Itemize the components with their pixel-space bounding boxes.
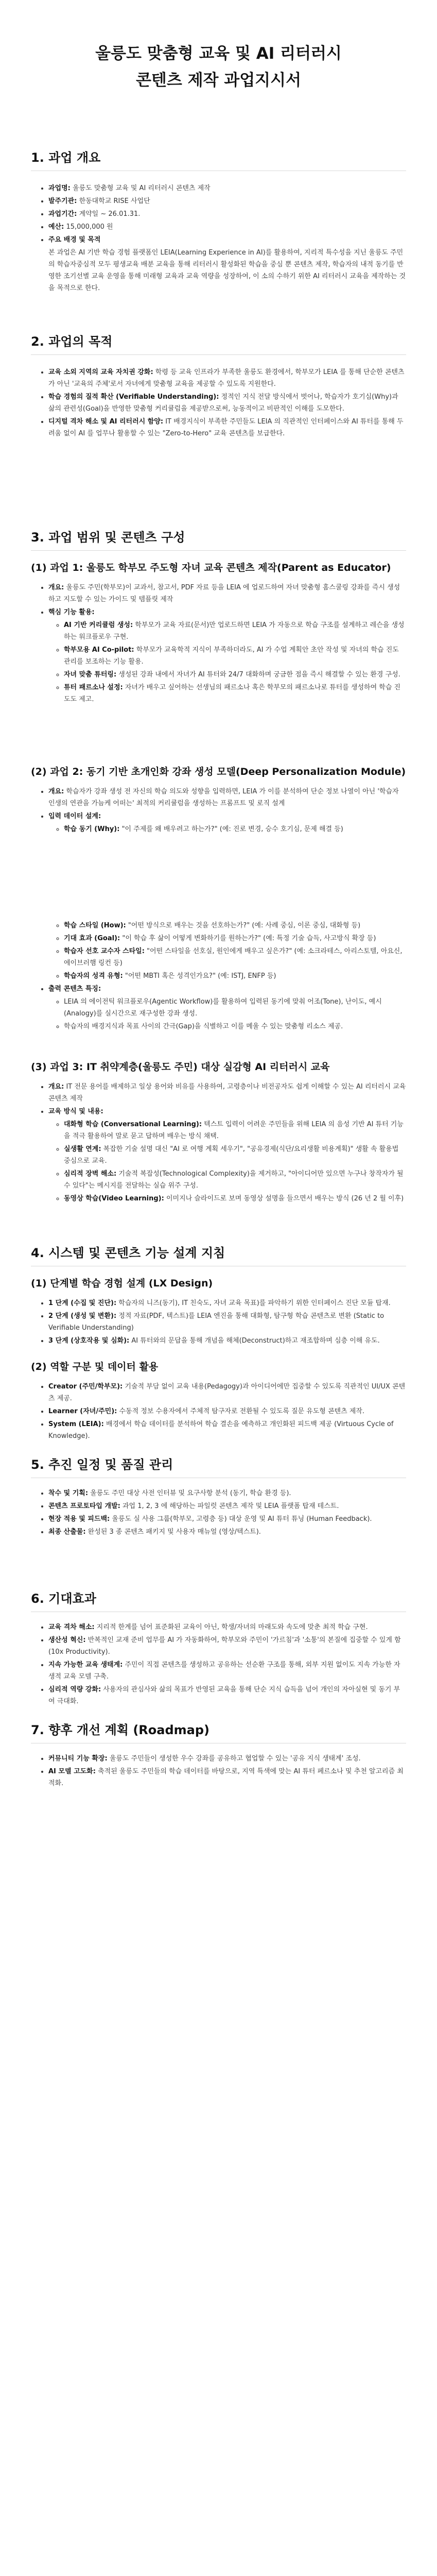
list-item: • 주요 배경 및 목적: [48, 234, 406, 246]
list-item: • 3 단계 (상호작용 및 심화): AI 튜터와의 문답을 통해 개념을 해체(Deconstruct)하고 재조합하며 심층 이해 유도.: [48, 1335, 406, 1347]
list-item: • System (LEIA): 배경에서 학습 데이터를 분석하여 학습 결손을 예측하고 개인화된 피드백 제공 (Virtuous Cycle of Knowledge).: [48, 1418, 406, 1442]
purpose-list: [31, 366, 406, 439]
list-item: ◦ 학습 스타일 (How): "어떤 방식으로 배우는 것을 선호하는가?" (예: 사례 중심, 이론 중심, 대화형 등): [64, 920, 406, 931]
list-item: • 핵심 기능 활용: ◦ AI 기반 커리큘럼 생성: 학부모가 교육 자료(문서)만 업로드하면 LEIA 가 자동으로 학습 구조를 설계하고 레슨을 생성하는 워크플로우 구현. ◦ 학부모용 AI Co-pilot: 학부모가 교육학적 지식이 부족하더라도, AI 가 수업 계획안 초안 작성 및 자녀의 학습 진도 관리를 보조하는 기능 활용. ◦ 자녀 맞춤 튜터링: 생성된 강좌 내에서 자녀가 AI 튜터와 24/7 대화하며 궁금한 점을 즉시 해결할 수 있는 환경 구성. ◦ 튜터 패르소나 설정: 자녀가 배우고 싶어하는 선생님의 패르소나 혹은 학부모의 패르소나로 튜터를 생성하여 학습 진도도 제고.: [48, 606, 406, 705]
background-paragraph: 본 과업은 AI 기반 학습 경험 플랫폼인 LEIA(Learning Experience in AI)를 활용하여, 지리적 특수성을 지닌 울릉도 주민의 학습자중심적 모두 평생교육 배분 교육을 통해 리터러시 활성화된 학습을 중심 뿐 콘텐츠 제작, 학습자의 내적 동기를 반영한 조기선별 교육 운영을 통해 미래형 교육과 교육 역량을 성장하여, 이 소의 수하기 위한 AI 리터러시 교육을 제작하는 것을 목적으로 한다.: [48, 249, 406, 292]
section-heading: 1. 과업 개요: [31, 147, 406, 171]
list-item: • 최종 산출물: 완성된 3 종 콘텐츠 패키지 및 사용자 매뉴얼 (영상/텍스트).: [48, 1526, 406, 1538]
list-item: • 학습 경험의 질적 확산 (Verifiable Understanding): 정적인 지식 전달 방식에서 벗어나, 학습자가 호기심(Why)과 삶의 관련성(Goal)을 반영한 맞춤형 커리큘럼을 제공받으로써, 능동적이고 비판적인 이해를 도모한다.: [48, 391, 406, 415]
list-item: • Learner (자녀/주민): 수동적 정보 수용자에서 주체적 탐구자로 전환될 수 있도록 질문 유도형 콘텐츠 제작.: [48, 1405, 406, 1417]
subsection-heading: (2) 역할 구분 및 데이터 활용: [31, 1361, 159, 1372]
list-item: • 교육 격차 해소: 지리적 한계를 넘어 표준화된 교육이 아닌, 학생/자녀의 마래도와 속도에 맞춘 최적 학습 구현.: [48, 1621, 406, 1633]
section-heading: 2. 과업의 목적: [31, 331, 406, 355]
section-scope: [31, 527, 406, 1205]
list-item: • 착수 및 기획: 울릉도 주민 대상 사전 인터뷰 및 요구사항 분석 (동기, 학습 환경 등).: [48, 1487, 406, 1499]
section-heading: 6. 기대효과: [31, 1588, 406, 1612]
subsection-heading: (2) 과업 2: 동기 기반 초개인화 강좌 생성 모델(Deep Personalization Module): [31, 766, 406, 777]
list-item: • 커뮤니티 기능 확장: 울릉도 주민들이 생성한 우수 강좌를 공유하고 협업할 수 있는 '공유 지식 생태계' 조성.: [48, 1753, 406, 1765]
section-overview: [31, 147, 406, 294]
roles-list: [31, 1381, 406, 1442]
task1-list: [31, 582, 406, 705]
list-item: ◦ 학습 동기 (Why): "이 주제를 왜 배우려고 하는가?" (예: 진로 변경, 승수 호기심, 문제 해결 등): [64, 823, 406, 835]
task2-sublist-b: [48, 920, 406, 982]
subsection-heading: (1) 단계별 학습 경험 설계 (LX Design): [31, 1278, 213, 1289]
task1-sublist: [48, 619, 406, 705]
list-item: • 교육 방식 및 내용: ◦ 대화형 학습 (Conversational Learning): 텍스트 입력이 어려운 주민들을 위해 LEIA 의 음성 기반 AI 튜터 기능을 적극 활용하여 말로 묻고 답하며 배우는 방식 채택. ◦ 실생활 연계: 복잡한 기술 설명 대신 "AI 로 여행 계획 세우기", "공유경제(식단/요리생활 비용계획)" 생활 속 활용법 중심으로 교육. ◦ 심리적 장벽 해소: 기술적 복잡성(Technological Complexity)을 제거하고, "아이디어만 있으면 누구나 창작자가 될 수 있다"는 메시지를 전달하는 실습 위주 구성. ◦ 동영상 학습(Video Learning): 이미지나 슬라이드로 보며 동영상 설명을 들으면서 배우는 방식 (26 년 2 월 이후): [48, 1106, 406, 1205]
list-item: • 생산성 혁신: 반복적인 교재 준비 업무를 AI 가 자동화하여, 학부모와 주민이 '가르침'과 '소통'의 본질에 집중할 수 있게 함 (10x Productivity).: [48, 1634, 406, 1658]
list-item: • Creator (주민/학부모): 기술적 부담 없이 교육 내용(Pedagogy)과 아이디어에만 집중할 수 있도록 직관적인 UI/UX 콘텐츠 제공.: [48, 1381, 406, 1404]
list-item: ◦ 학부모용 AI Co-pilot: 학부모가 교육학적 지식이 부족하더라도, AI 가 수업 계획안 초안 작성 및 자녀의 학습 진도 관리를 보조하는 기능 활용.: [64, 644, 406, 668]
list-item: ◦ 튜터 패르소나 설정: 자녀가 배우고 싶어하는 선생님의 패르소나 혹은 학부모의 패르소나로 튜터를 생성하여 학습 진도도 제고.: [64, 682, 406, 705]
subsection-heading: (3) 과업 3: IT 취약계층(울릉도 주민) 대상 실감형 AI 리터러시 교육: [31, 1061, 330, 1073]
list-item: • 심리적 역량 강화: 사용자의 관심사와 삶의 목표가 반영된 교육을 통해 단순 지식 습득을 넘어 개인의 자아실현 및 동기 부여 극대화.: [48, 1684, 406, 1707]
task2-sublist-c: [48, 996, 406, 1032]
list-item: [48, 920, 406, 982]
roadmap-list: [31, 1753, 406, 1789]
list-item: ◦ 학습자 선호 교수자 스타일: "어떤 스타일을 선호실, 원인에게 배우고 싶은가?" (예: 소크라테스, 아리스토텔, 아요신, 에이브러햄 링컨 등): [64, 945, 406, 969]
document-title: [31, 40, 406, 94]
overview-list: [31, 182, 406, 246]
task3-list: [31, 1081, 406, 1205]
list-item: • 입력 데이터 설계: ◦ 학습 동기 (Why): "이 주제를 왜 배우려고 하는가?" (예: 진로 변경, 승수 호기심, 문제 해결 등): [48, 810, 406, 835]
list-item: • 과업기간: 계약일 ~ 26.01.31.: [48, 208, 406, 220]
task3-sublist: [48, 1118, 406, 1205]
list-item: ◦ 심리적 장벽 해소: 기술적 복잡성(Technological Complexity)을 제거하고, "아이디어만 있으면 누구나 창작자가 될 수 있다"는 메시지를 전달하는 실습 위주 구성.: [64, 1168, 406, 1192]
list-item: • 개요: 학습자가 강좌 생성 전 자신의 학습 의도와 성향을 입력하면, LEIA 가 이를 분석하여 단순 정보 나열이 아닌 '학습자 인생의 연관을 가늠케 어떠는' 최적의 커리큘럼을 생성하는 프롬프트 및 로직 설계: [48, 786, 406, 809]
list-item: ◦ LEIA 의 에이전틱 워크플로우(Agentic Workflow)를 활용하여 입력된 동기에 맞춰 어조(Tone), 난이도, 예시(Analogy)를 실시간으로 재구성한 강좌 생성.: [64, 996, 406, 1020]
list-item: ◦ 동영상 학습(Video Learning): 이미지나 슬라이드로 보며 동영상 설명을 들으면서 배우는 방식 (26 년 2 월 이후): [64, 1193, 406, 1205]
list-item: • 발주기관: 한동대학교 RISE 사업단: [48, 195, 406, 207]
list-item: ◦ 기대 효과 (Goal): "이 학습 후 삶이 어떻게 변화하기를 원하는가?" (예: 특정 기술 습득, 사고방식 확장 등): [64, 933, 406, 944]
section-roadmap: [31, 1720, 406, 1789]
list-item: • 예산: 15,000,000 원: [48, 221, 406, 233]
list-item: ◦ AI 기반 커리큘럼 생성: 학부모가 교육 자료(문서)만 업로드하면 LEIA 가 자동으로 학습 구조를 설계하고 레슨을 생성하는 워크플로우 구현.: [64, 619, 406, 643]
task2-sublist-a: [48, 823, 406, 835]
task2-list-continued: [31, 920, 406, 1032]
title-line-2: 콘텐츠 제작 과업지시서: [135, 71, 302, 90]
list-item: • 디지털 격차 해소 및 AI 리터러시 함양: IT 배경지식이 부족한 주민들도 LEIA 의 직관적인 인터페이스와 AI 튜터를 통해 두려움 없이 AI 를 업무나 활용할 수 있는 "Zero-to-Hero" 교육 콘텐츠를 보급한다.: [48, 416, 406, 439]
section-system-design: [31, 1243, 406, 1442]
list-item: ◦ 학습자의 배경지식과 목표 사이의 간극(Gap)을 식별하고 이를 메울 수 있는 맞춤형 리소스 제공.: [64, 1021, 406, 1032]
list-item: ◦ 자녀 맞춤 튜터링: 생성된 강좌 내에서 자녀가 AI 튜터와 24/7 대화하며 궁금한 점을 즉시 해결할 수 있는 환경 구성.: [64, 669, 406, 681]
section-heading: 5. 추진 일정 및 품질 관리: [31, 1454, 406, 1478]
list-item: • 2 단계 (생성 및 변환): 정적 자료(PDF, 텍스트)를 LEIA 엔진을 통해 대화형, 탐구형 학습 콘텐츠로 변환 (Static to Verifiable Understanding): [48, 1310, 406, 1334]
list-item: • 1 단계 (수집 및 진단): 학습자의 니즈(동기), IT 친숙도, 자녀 교육 목표)를 파악하기 위한 인터페이스 진단 모듈 탑재.: [48, 1297, 406, 1309]
list-item: ◦ 학습자의 성격 유형: "어떤 MBTI 혹은 성격인가요?" (예: ISTJ, ENFP 등): [64, 970, 406, 982]
section-schedule: [31, 1454, 406, 1538]
schedule-list: [31, 1487, 406, 1538]
list-item: • 교육 소외 지역의 교육 자치권 강화: 학령 등 교육 인프라가 부족한 울릉도 환경에서, 학부모가 LEIA 를 통해 단순한 콘텐츠가 아닌 '교육의 주체'로서 자녀에게 맞춤형 교육을 제공할 수 있도록 지원한다.: [48, 366, 406, 390]
title-line-1: 울릉도 맞춤형 교육 및 AI 리터러시: [95, 44, 342, 63]
task2-list: [31, 786, 406, 835]
list-item: ◦ 대화형 학습 (Conversational Learning): 텍스트 입력이 어려운 주민들을 위해 LEIA 의 음성 기반 AI 튜터 기능을 적극 활용하여 말로 묻고 답하며 배우는 방식 채택.: [64, 1118, 406, 1142]
list-item: • 지속 가능한 교육 생태계: 주민이 직접 콘텐츠를 생성하고 공유하는 선순환 구조를 통해, 외부 지원 없이도 지속 가능한 자생적 교육 모델 구축.: [48, 1659, 406, 1683]
section-heading: 7. 향후 개선 계획 (Roadmap): [31, 1720, 406, 1743]
lx-design-list: [31, 1297, 406, 1347]
list-item: • 개요: 울릉도 주민(학부모)이 교과서, 참고서, PDF 자료 등을 LEIA 에 업로드하여 자녀 맞춤형 홈스쿨링 강좌를 즉시 생성하고 지도할 수 있는 가이드 및 템플릿 제작: [48, 582, 406, 605]
list-item: • 출력 콘텐츠 특징: ◦ LEIA 의 에이전틱 워크플로우(Agentic Workflow)를 활용하여 입력된 동기에 맞춰 어조(Tone), 난이도, 예시(Analogy)를 실시간으로 재구성한 강좌 생성. ◦ 학습자의 배경지식과 목표 사이의 간극(Gap)을 식별하고 이를 메울 수 있는 맞춤형 리소스 제공.: [48, 983, 406, 1032]
section-heading: 4. 시스템 및 콘텐츠 기능 설계 지침: [31, 1243, 406, 1266]
list-item: ◦ 실생활 연계: 복잡한 기술 설명 대신 "AI 로 여행 계획 세우기", "공유경제(식단/요리생활 비용계획)" 생활 속 활용법 중심으로 교육.: [64, 1143, 406, 1167]
list-item: • 현장 적용 및 피드백: 울릉도 실 사용 그룹(학부모, 고령층 등) 대상 운영 및 AI 튜터 튜닝 (Human Feedback).: [48, 1513, 406, 1525]
list-item: • 콘텐츠 프로토타입 개발: 과업 1, 2, 3 에 해당하는 파일럿 콘텐츠 제작 및 LEIA 플랫폼 탑재 테스트.: [48, 1500, 406, 1512]
list-item: • AI 모델 고도화: 축적된 울릉도 주민들의 학습 데이터를 바탕으로, 지역 특색에 맞는 AI 튜터 페르소나 및 추천 알고리즘 최적화.: [48, 1766, 406, 1789]
subsection-heading: (1) 과업 1: 울릉도 학부모 주도형 자녀 교육 콘텐츠 제작(Parent as Educator): [31, 562, 391, 573]
section-heading: 3. 과업 범위 및 콘텐츠 구성: [31, 527, 406, 551]
effects-list: [31, 1621, 406, 1707]
section-purpose: [31, 331, 406, 439]
section-expected-effects: [31, 1588, 406, 1707]
list-item: • 과업명: 울릉도 맞춤형 교육 및 AI 리터러시 콘텐츠 제작: [48, 182, 406, 194]
list-item: • 개요: IT 전문 용어를 배제하고 일상 용어와 비유를 사용하여, 고령층이나 비전공자도 쉽게 이해할 수 있는 AI 리터러시 교육 콘텐츠 제작: [48, 1081, 406, 1105]
